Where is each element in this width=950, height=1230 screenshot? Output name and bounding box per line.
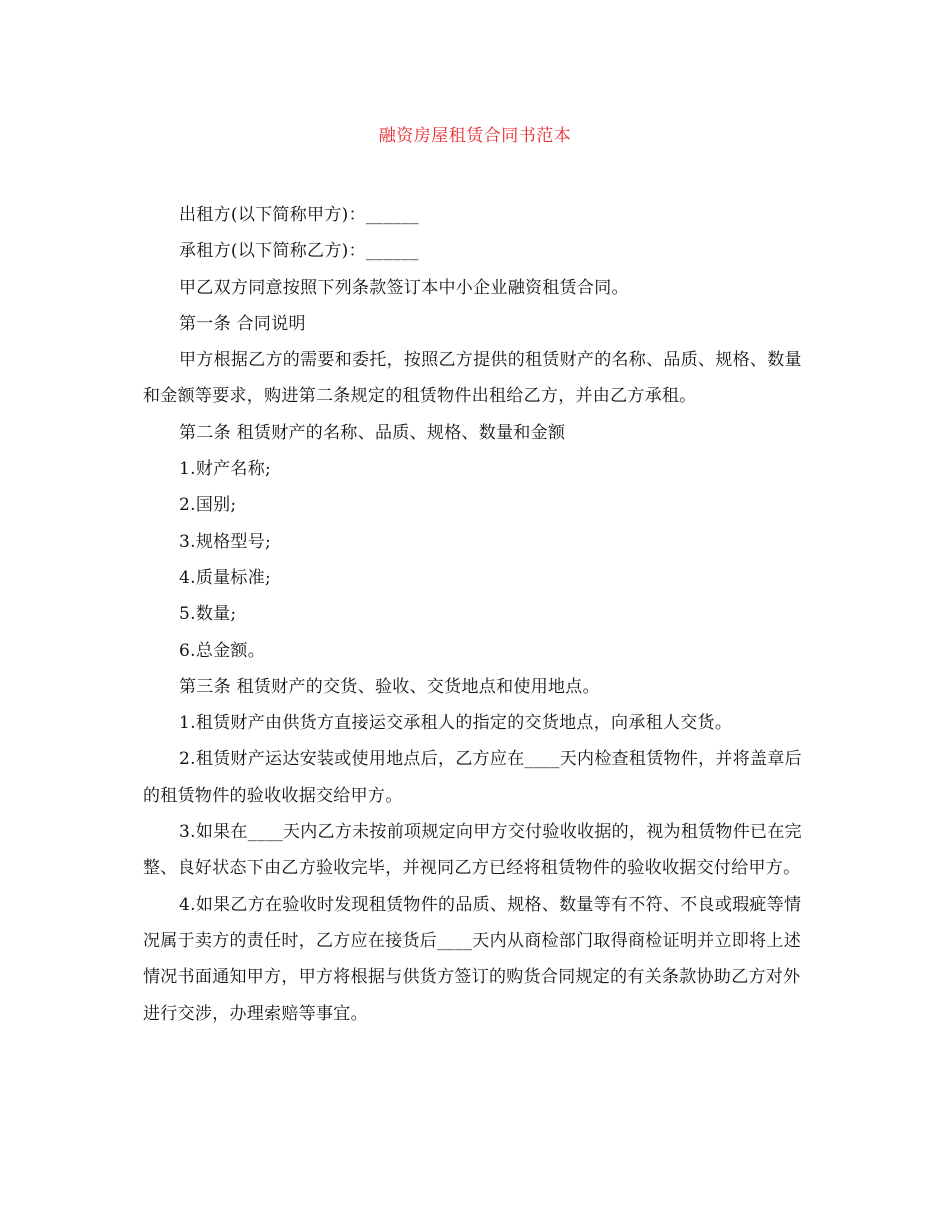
agreement-intro: 甲乙双方同意按照下列条款签订本中小企业融资租赁合同。 [179, 277, 629, 298]
document-title: 融资房屋租赁合同书范本 [378, 126, 572, 146]
article-3-heading: 第三条 租赁财产的交货、验收、交货地点和使用地点。 [179, 676, 600, 697]
document-body [143, 197, 807, 1032]
article-3-clause-3: 3.如果在____天内乙方未按前项规定向甲方交付验收收据的，视为租赁物件已在完整、良好状态下由乙方验收完毕，并视同乙方已经将租赁物件的验收收据交付给甲方。 [143, 822, 802, 879]
list-item: 1.财产名称; [179, 459, 272, 480]
article-3-clause-2: 2.租赁财产运达安装或使用地点后，乙方应在____天内检查租赁物件，并将盖章后的租赁物件的验收收据交给甲方。 [143, 749, 802, 806]
list-item: 6.总金额。 [179, 640, 266, 661]
list-item: 2.国别; [179, 495, 237, 516]
lessor-line: 出租方(以下简称甲方)：______ [179, 205, 419, 225]
list-item: 3.规格型号; [179, 531, 272, 552]
article-1-heading: 第一条 合同说明 [179, 313, 306, 334]
article-2-heading: 第二条 租赁财产的名称、品质、规格、数量和金额 [179, 422, 566, 443]
article-3-clause-4: 4.如果乙方在验收时发现租赁物件的品质、规格、数量等有不符、不良或瑕疵等情况属于卖方的责任时，乙方应在接货后____天内从商检部门取得商检证明并立即将上述情况书面通知甲方，甲方将根据与供货方签订的购货合同规定的有关条款协助乙方对外进行交涉，办理索赔等事宜。 [143, 894, 802, 1024]
list-item: 4.质量标准; [179, 567, 272, 588]
article-3-clause-1: 1.租赁财产由供货方直接运交承租人的指定的交货地点，向承租人交货。 [179, 713, 733, 734]
article-1-text: 甲方根据乙方的需要和委托，按照乙方提供的租赁财产的名称、品质、规格、数量和金额等要求，购进第二条规定的租赁物件出租给乙方，并由乙方承租。 [143, 350, 802, 407]
list-item: 5.数量; [179, 604, 237, 625]
lessee-line: 承租方(以下简称乙方)：______ [179, 241, 419, 262]
